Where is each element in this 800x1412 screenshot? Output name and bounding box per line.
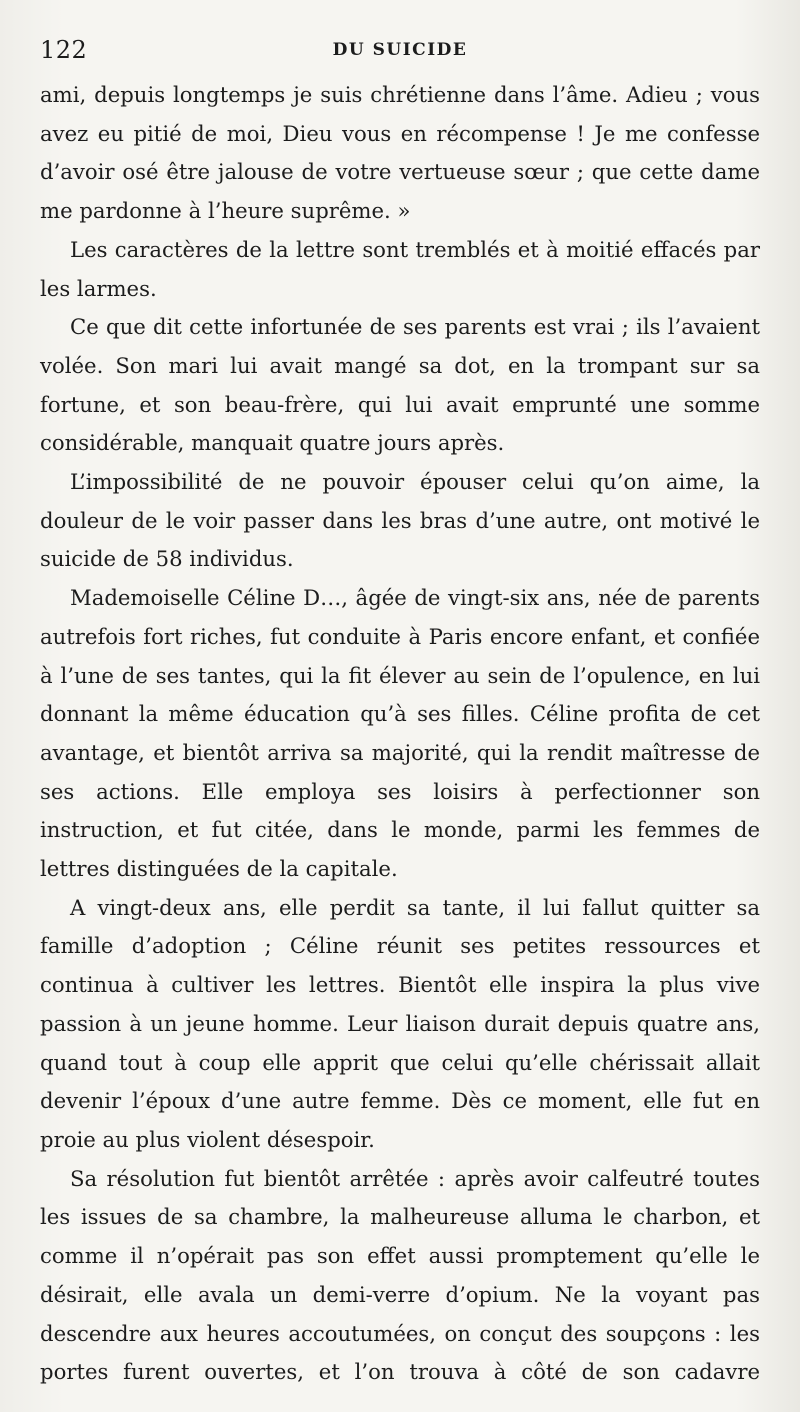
running-title: DU SUICIDE: [332, 40, 468, 60]
paragraph-letter-end: ami, depuis longtemps je suis chrétienne dans l’âme. Adieu ; vous avez eu pitié de moi, Dieu vous en récompense ! Je me confesse d’avoir osé être jalouse de votre vertueuse sœur ; que cette dame me pardonne à l’heure suprême. »: [40, 82, 760, 224]
page-header: [40, 36, 760, 70]
body-text: [40, 76, 760, 1392]
page-number: 122: [40, 36, 88, 64]
paragraph-letter-note: Les caractères de la lettre sont tremblés et à moitié effacés par les larmes.: [40, 236, 760, 301]
paragraph-celine: Mademoiselle Céline D…, âgée de vingt-six ans, née de parents autrefois fort riches, fut conduite à Paris encore enfant, et confiée à l’une de ses tantes, qui la fit élever au sein de l’opulence, en lui donnant la même éducation qu’à ses filles. Céline profita de cet avantage, et bientôt arriva sa majorité, qui la rendit maîtresse de ses actions. Elle employa ses loisirs à perfectionner son instruction, et fut citée, dans le monde, parmi les femmes de lettres distinguées de la capitale.: [40, 585, 760, 882]
paragraph-impossibility: L’impossibilité de ne pouvoir épouser celui qu’on aime, la douleur de le voir passer dans les bras d’une autre, ont motivé le suicide de 58 individus.: [40, 469, 760, 572]
paragraph-twenty-two: A vingt-deux ans, elle perdit sa tante, il lui fallut quitter sa famille d’adoption ; Céline réunit ses petites ressources et continua à cultiver les lettres. Bientôt elle inspira la plus vive passion à un jeune homme. Leur liaison durait depuis quatre ans, quand tout à coup elle apprit que celui qu’elle chérissait allait devenir l’époux d’une autre femme. Dès ce moment, elle fut en proie au plus violent désespoir.: [40, 894, 760, 1152]
paragraph-parents: Ce que dit cette infortunée de ses parents est vrai ; ils l’avaient volée. Son mari lui avait mangé sa dot, en la trompant sur sa fortune, et son beau-frère, qui lui avait emprunté une somme considérable, manquait quatre jours après.: [40, 314, 760, 456]
paragraph-resolution: Sa résolution fut bientôt arrêtée : après avoir calfeutré toutes les issues de sa chambre, la malheureuse alluma le charbon, et comme il n’opérait pas son effet aussi promptement qu’elle le désirait, elle avala un demi-verre d’opium. Ne la voyant pas descendre aux heures accoutumées, on conçut des soupçons : les portes furent ouvertes, et l’on trouva à côté de son cadavre: [40, 1165, 760, 1385]
